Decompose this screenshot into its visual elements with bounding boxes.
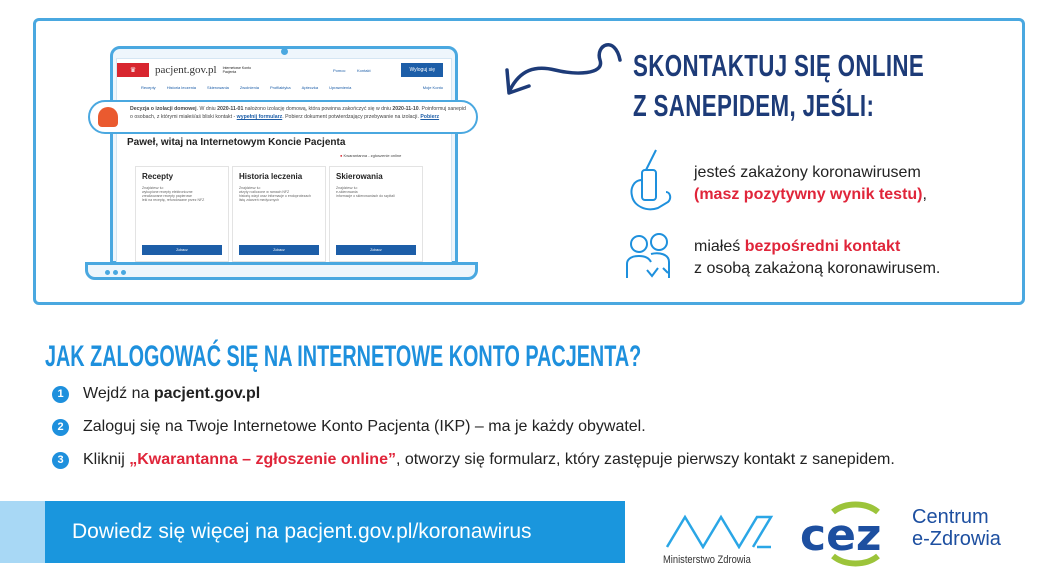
notif-title: Decyzja o izolacji domowej	[130, 106, 197, 112]
card-recepty	[135, 166, 229, 262]
bell-icon	[98, 107, 118, 127]
help-link[interactable]: Pomoc	[333, 67, 346, 73]
card-button[interactable]: Zobacz	[239, 245, 319, 255]
step-text: , otworzy się formularz, który zastępuje pierwszy kontakt z sanepidem.	[395, 451, 895, 468]
download-link[interactable]: Pobierz	[420, 114, 440, 120]
step-number: 3	[52, 452, 69, 469]
card-skierowania	[329, 166, 423, 262]
contact-heading-line2: Z SANEPIDEM, JEŚLI:	[633, 88, 875, 123]
site-link[interactable]: pacjent.gov.pl	[153, 385, 261, 402]
card-item: informacje o skierowaniach do szpitali	[336, 194, 395, 198]
card-item: e-skierowania	[336, 190, 358, 194]
condition-infected	[694, 162, 927, 206]
notif-text: nałożono izolację domową, która powinna zakończyć się w dniu	[243, 106, 393, 112]
step-number: 1	[52, 386, 69, 403]
condition-text: miałeś	[694, 238, 745, 255]
cez-mark: cez	[800, 510, 882, 561]
card-button[interactable]: Zobacz	[142, 245, 222, 255]
card-item: leki na receptę, refundowane przez NFZ	[142, 198, 205, 202]
direct-contact-text: bezpośredni kontakt	[744, 238, 901, 255]
card-lead: Znajdziesz tu:	[142, 186, 164, 190]
eagle-emblem-icon: ♛	[117, 63, 149, 77]
condition-text: z osobą zakażoną koronawirusem.	[694, 260, 941, 277]
laptop-base	[85, 262, 478, 280]
card-title: Historia leczenia	[239, 172, 303, 181]
card-lead: Znajdziesz tu:	[239, 186, 261, 190]
card-title: Skierowania	[336, 172, 383, 181]
banner-accent	[0, 501, 45, 563]
quarantine-link[interactable]: ● Kwarantanna - zgłoszenie online	[340, 153, 402, 158]
quarantine-link-label: Kwarantanna - zgłoszenie online	[343, 153, 402, 158]
curved-arrow-icon	[495, 30, 625, 110]
dot-icon	[113, 270, 118, 275]
nav-zwolnienia[interactable]: Zwolnienia	[239, 85, 259, 90]
account-link[interactable]: Moje Konto	[422, 85, 443, 90]
site-nav	[141, 85, 351, 90]
card-item: listę zdarzeń medycznych	[239, 198, 280, 202]
step-3	[52, 451, 895, 469]
cez-line2: e-Zdrowia	[912, 528, 1001, 550]
laptop-camera	[281, 48, 288, 55]
cez-logo-icon	[798, 498, 908, 568]
notif-text: . Poinformuj sanepid o osobach, z którymi miałeś/aś bliski kontakt -	[130, 106, 466, 120]
step-text: Wejdź na	[83, 385, 150, 402]
nav-skierowania[interactable]: Skierowania	[207, 85, 229, 90]
logout-button[interactable]: Wyloguj się	[401, 63, 443, 77]
test-swab-icon	[628, 148, 678, 218]
step-text: Kliknij	[83, 451, 125, 468]
card-item: zrealizowane recepty papierowe	[142, 194, 192, 198]
card-item: wizyty rozliczone w ramach NFZ	[239, 190, 290, 194]
condition-text: ,	[922, 186, 927, 203]
nav-recepty[interactable]: Recepty	[141, 85, 156, 90]
cez-line1: Centrum	[912, 506, 989, 528]
contact-heading	[633, 46, 924, 126]
welcome-heading: Paweł, witaj na Internetowym Koncie Pacjenta	[127, 137, 346, 148]
step-number: 2	[52, 419, 69, 436]
cez-name	[912, 506, 1001, 550]
positive-test-text: (masz pozytywny wynik testu)	[694, 186, 923, 203]
card-item: wykupione recepty elektroniczne	[142, 190, 193, 194]
contact-people-icon	[625, 232, 675, 280]
step-1	[52, 385, 260, 403]
card-title: Recepty	[142, 172, 174, 181]
step-2	[52, 418, 646, 436]
card-item: historię wizyt oraz informacje o endoprotezach	[239, 194, 311, 198]
ministry-logo-icon	[665, 513, 775, 549]
contact-heading-line1: SKONTAKTUJ SIĘ ONLINE	[633, 48, 925, 83]
nav-apteczka[interactable]: Apteczka	[301, 85, 319, 90]
contact-link[interactable]: Kontakt	[357, 67, 371, 73]
login-heading: JAK ZALOGOWAĆ SIĘ NA INTERNETOWE KONTO PACJENTA?	[45, 340, 642, 373]
notif-text: . W dniu	[196, 106, 218, 112]
isolation-notification	[88, 100, 478, 134]
card-button[interactable]: Zobacz	[336, 245, 416, 255]
site-header	[117, 59, 451, 81]
form-link[interactable]: wypełnij formularz	[236, 114, 283, 120]
step-text: Zaloguj się na Twoje Internetowe Konto Pacjenta (IKP) – ma je każdy obywatel.	[83, 418, 646, 435]
site-logo: pacjent.gov.pl	[155, 64, 217, 76]
card-lead: Znajdziesz tu:	[336, 186, 358, 190]
site-subtitle: Internetowe Konto Pacjenta	[222, 66, 252, 74]
quarantine-option: „Kwarantanna – zgłoszenie online”	[129, 451, 396, 468]
notif-text: . Pobierz dokument potwierdzający przebywanie na izolacji.	[282, 114, 421, 120]
ministry-name: Ministerstwo Zdrowia	[663, 554, 751, 566]
nav-profilaktyka[interactable]: Profilaktyka	[269, 85, 291, 90]
notif-date-end: 2020-11-10	[392, 106, 419, 112]
notif-date-start: 2020-11-01	[217, 106, 244, 112]
card-historia	[232, 166, 326, 262]
nav-uprawnienia[interactable]: Uprawnienia	[329, 85, 352, 90]
dot-icon	[121, 270, 126, 275]
more-info-banner[interactable]: Dowiedz się więcej na pacjent.gov.pl/koronawirus	[45, 501, 625, 563]
dot-icon	[105, 270, 110, 275]
condition-text: jesteś zakażony koronawirusem	[694, 164, 921, 181]
nav-historia[interactable]: Historia leczenia	[166, 85, 197, 90]
condition-contact	[694, 236, 940, 280]
